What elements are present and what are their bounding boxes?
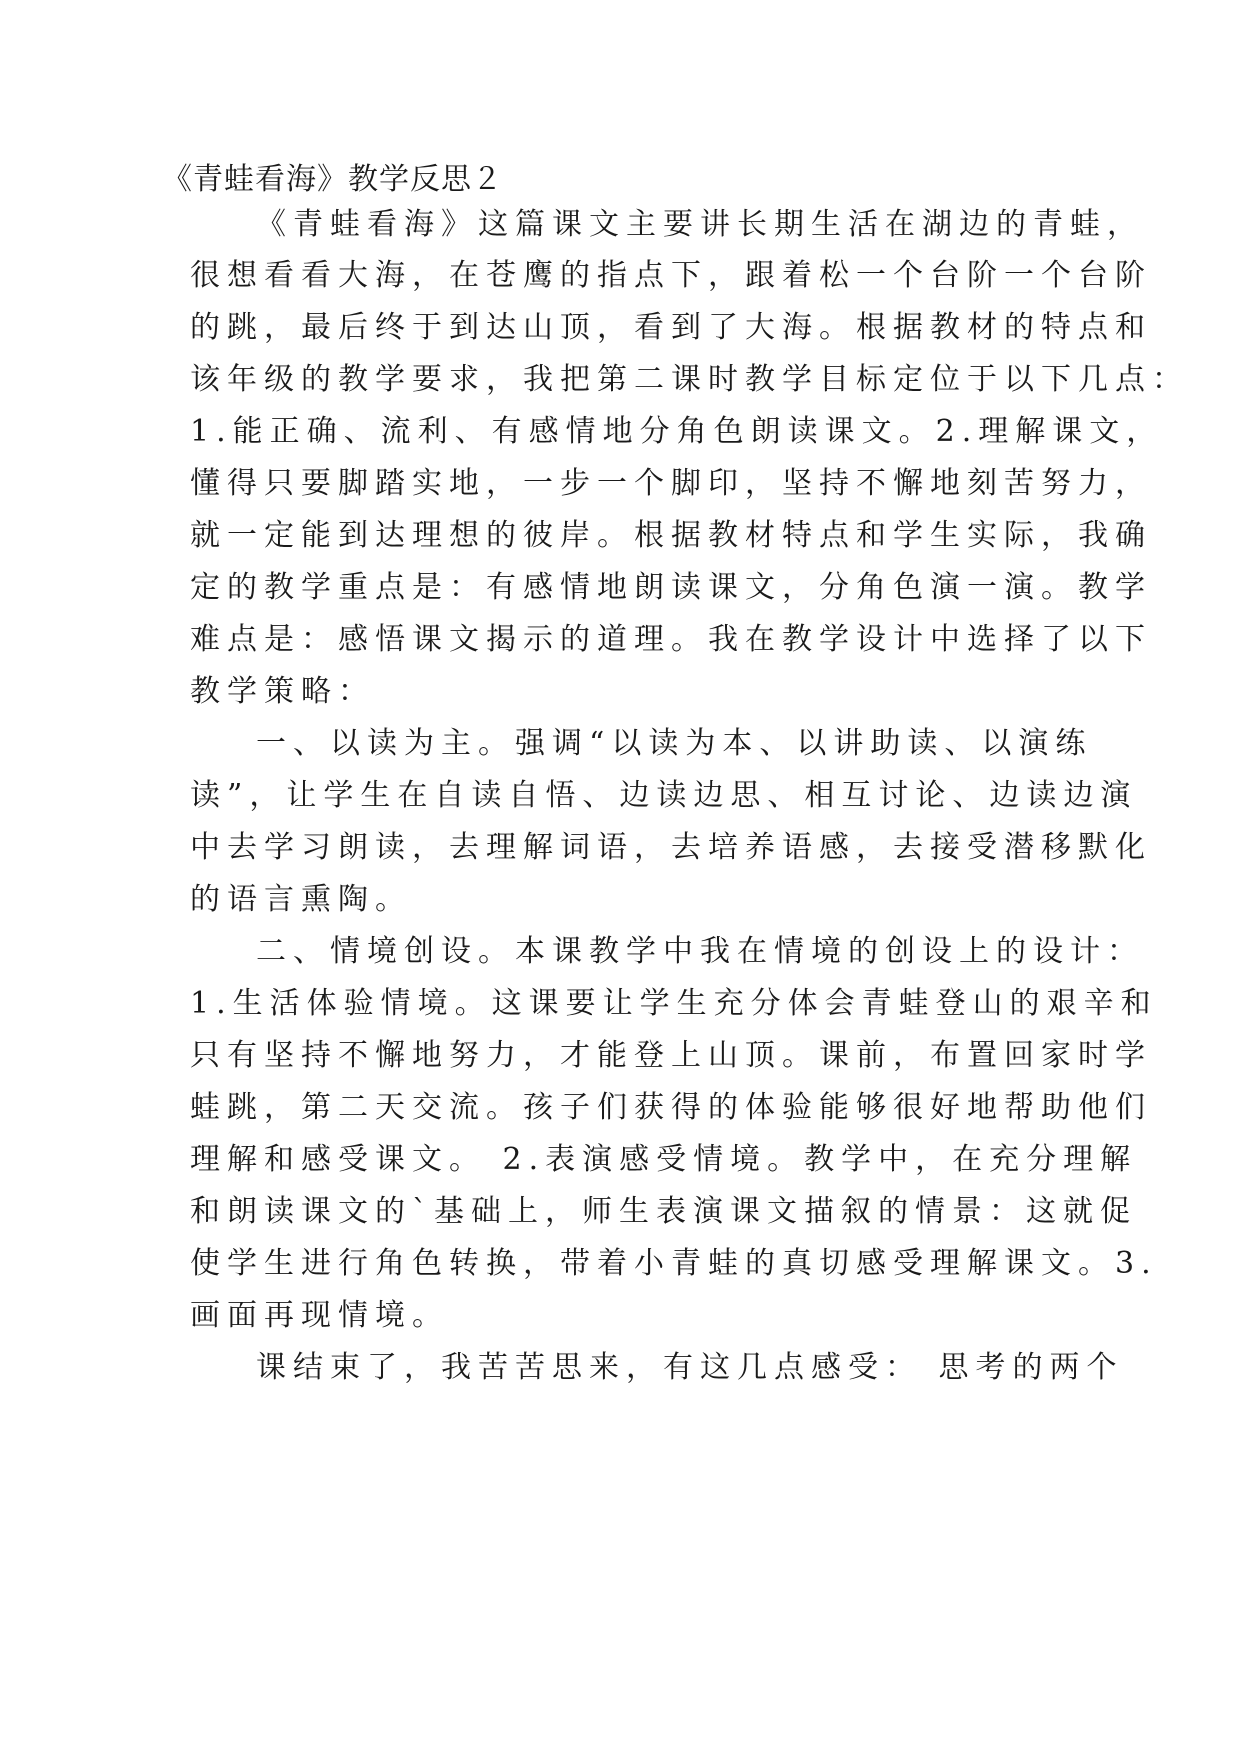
paragraph-line: 1.生活体验情境。这课要让学生充分体会青蛙登山的艰辛和	[190, 986, 1158, 1021]
paragraph-line: 读”，让学生在自读自悟、边读边思、相互讨论、边读边演	[190, 778, 1138, 813]
paragraph-line: 懂得只要脚踏实地，一步一个脚印，坚持不懈地刻苦努力，	[190, 466, 1152, 501]
paragraph-line: 就一定能到达理想的彼岸。根据教材特点和学生实际，我确	[190, 518, 1152, 553]
paragraph-line: 一、以读为主。强调“以读为本、以讲助读、以演练	[256, 726, 1093, 761]
paragraph-line: 使学生进行角色转换，带着小青蛙的真切感受理解课文。3.	[190, 1246, 1158, 1281]
paragraph-line: 教学策略：	[190, 674, 375, 709]
paragraph-line: 理解和感受课文。 2.表演感受情境。教学中，在充分理解	[190, 1142, 1138, 1177]
paragraph-line: 只有坚持不懈地努力，才能登上山顶。课前，布置回家时学	[190, 1038, 1152, 1073]
paragraph-line: 蛙跳，第二天交流。孩子们获得的体验能够很好地帮助他们	[190, 1090, 1152, 1125]
paragraph-line: 该年级的教学要求，我把第二课时教学目标定位于以下几点：	[190, 362, 1189, 397]
paragraph-line: 课结束了，我苦苦思来，有这几点感受： 思考的两个	[256, 1350, 1124, 1385]
paragraph-line: 中去学习朗读，去理解词语，去培养语感，去接受潜移默化	[190, 830, 1152, 865]
paragraph-line: 很想看看大海，在苍鹰的指点下，跟着松一个台阶一个台阶	[190, 258, 1152, 293]
paragraph-line: 1.能正确、流利、有感情地分角色朗读课文。2.理解课文，	[190, 414, 1164, 449]
document-title: 《青蛙看海》教学反思２	[162, 162, 503, 197]
paragraph-line: 定的教学重点是：有感情地朗读课文，分角色演一演。教学	[190, 570, 1152, 605]
paragraph-line: 的跳，最后终于到达山顶，看到了大海。根据教材的特点和	[190, 310, 1152, 345]
paragraph-line: 《青蛙看海》这篇课文主要讲长期生活在湖边的青蛙，	[256, 207, 1144, 242]
paragraph-line: 画面再现情境。	[190, 1298, 449, 1333]
paragraph-line: 难点是：感悟课文揭示的道理。我在教学设计中选择了以下	[190, 622, 1152, 657]
paragraph-line: 的语言熏陶。	[190, 882, 412, 917]
paragraph-line: 和朗读课文的`基础上，师生表演课文描叙的情景：这就促	[190, 1194, 1137, 1229]
paragraph-line: 二、情境创设。本课教学中我在情境的创设上的设计：	[256, 934, 1144, 969]
